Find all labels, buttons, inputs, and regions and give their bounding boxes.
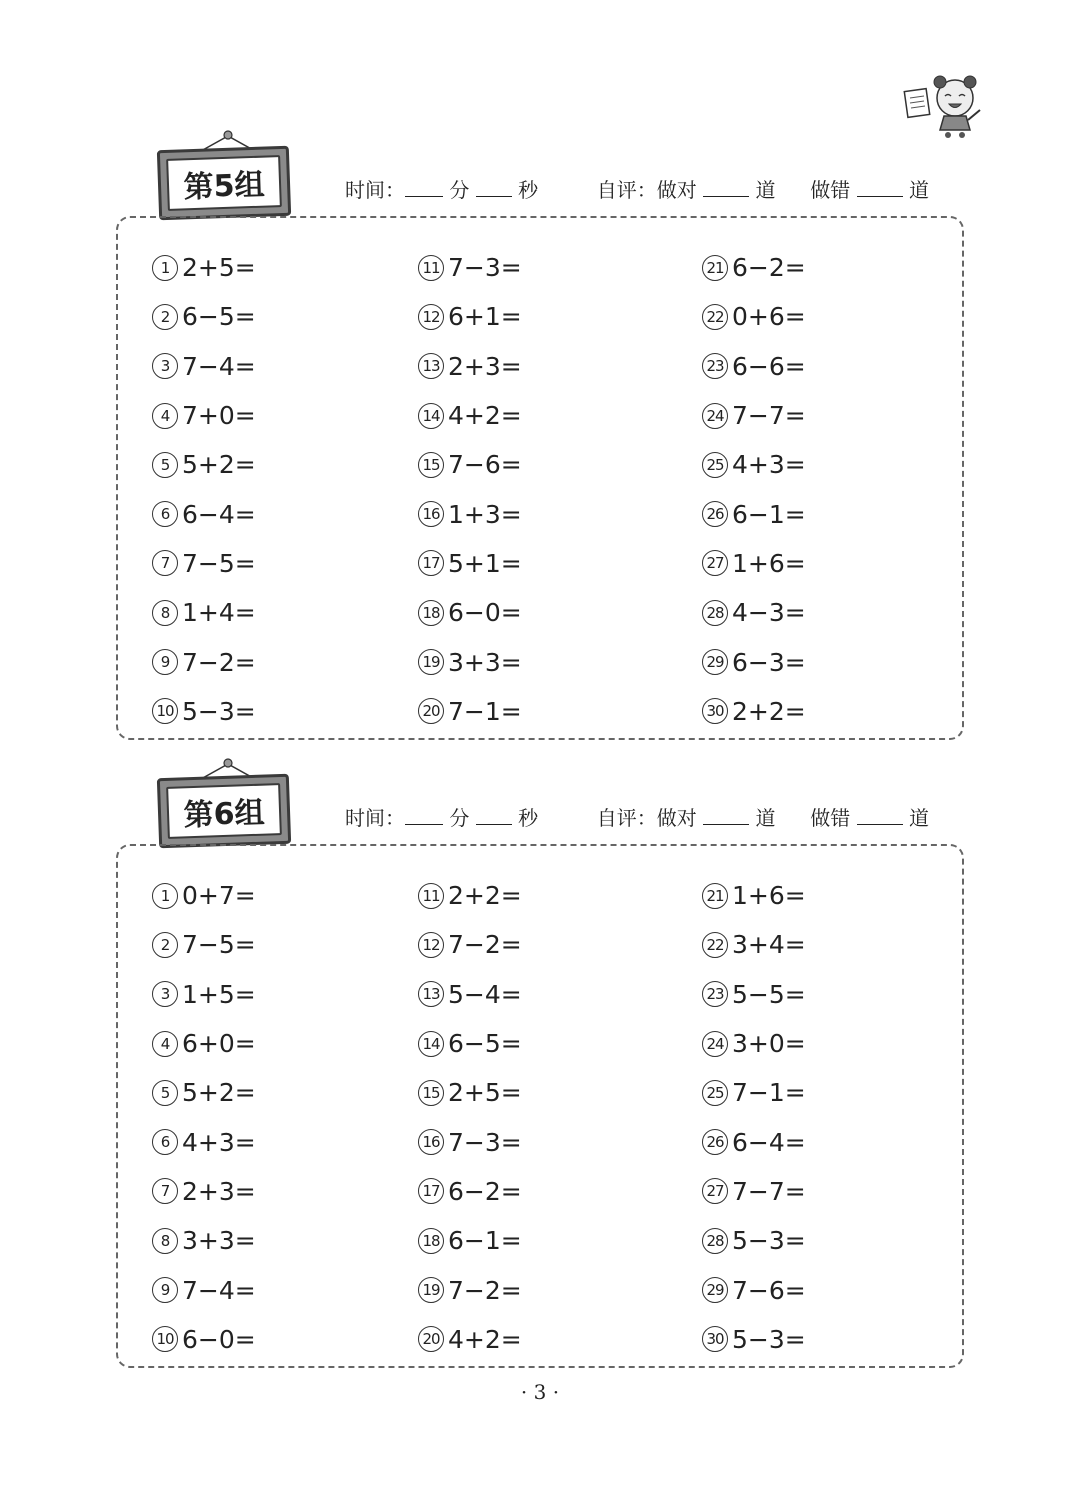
problem-expression[interactable]: 7−6=	[732, 1275, 806, 1305]
problem-column-1	[152, 243, 256, 736]
wrong-count-blank[interactable]	[857, 180, 903, 197]
problem-number: 6	[152, 1129, 178, 1155]
problem-expression[interactable]: 5−3=	[732, 1324, 806, 1354]
problem-column-3	[702, 243, 806, 736]
problem-number: 23	[702, 353, 728, 379]
problem-item	[418, 920, 522, 969]
problem-expression[interactable]: 2+3=	[182, 1176, 256, 1206]
problem-item	[152, 1068, 256, 1117]
problem-number: 28	[702, 600, 728, 626]
problem-item	[152, 1019, 256, 1068]
seconds-label: 秒	[518, 806, 539, 830]
problem-item	[152, 687, 256, 736]
problem-number: 27	[702, 550, 728, 576]
minutes-blank[interactable]	[405, 808, 443, 825]
problem-number: 25	[702, 1080, 728, 1106]
problem-number: 15	[418, 452, 444, 478]
problem-number: 9	[152, 1277, 178, 1303]
problem-expression[interactable]: 2+2=	[732, 696, 806, 726]
problem-number: 24	[702, 1031, 728, 1057]
problem-expression[interactable]: 5−3=	[732, 1226, 806, 1256]
problem-item	[702, 1117, 806, 1166]
problem-expression[interactable]: 7−5=	[182, 930, 256, 960]
problem-expression[interactable]: 3+3=	[448, 647, 522, 677]
time-label: 时间：	[345, 178, 405, 202]
problem-expression[interactable]: 7−4=	[182, 1275, 256, 1305]
group-title-plaque	[158, 776, 296, 854]
problem-expression[interactable]: 5−4=	[448, 979, 522, 1009]
problem-column-2	[418, 871, 522, 1364]
problem-item	[152, 637, 256, 686]
problem-number: 11	[418, 883, 444, 909]
problem-number: 23	[702, 981, 728, 1007]
problem-expression[interactable]: 5+1=	[448, 548, 522, 578]
problem-item	[702, 970, 806, 1019]
problem-item	[418, 588, 522, 637]
problem-item	[702, 539, 806, 588]
problem-item	[702, 440, 806, 489]
problem-column-3	[702, 871, 806, 1364]
correct-unit: 道	[755, 178, 776, 202]
problem-expression[interactable]: 6−2=	[448, 1176, 522, 1206]
problem-expression[interactable]: 7−3=	[448, 253, 522, 283]
correct-unit: 道	[755, 806, 776, 830]
problem-expression[interactable]: 1+5=	[182, 979, 256, 1009]
problem-number: 5	[152, 452, 178, 478]
problem-number: 28	[702, 1228, 728, 1254]
problem-column-2	[418, 243, 522, 736]
problem-item	[152, 489, 256, 538]
problem-expression[interactable]: 7−2=	[448, 1275, 522, 1305]
problem-expression[interactable]: 6−1=	[448, 1226, 522, 1256]
self-eval-label: 自评：做对	[596, 806, 697, 830]
problem-item	[152, 243, 256, 292]
problem-number: 8	[152, 1228, 178, 1254]
problem-number: 24	[702, 403, 728, 429]
problem-item	[418, 1265, 522, 1314]
problem-item	[152, 871, 256, 920]
problem-expression[interactable]: 5+2=	[182, 450, 256, 480]
problem-item	[702, 1167, 806, 1216]
group-title: 第5组	[166, 155, 282, 211]
problem-expression[interactable]: 6−2=	[732, 253, 806, 283]
problem-item	[418, 637, 522, 686]
problem-number: 7	[152, 1178, 178, 1204]
problem-expression[interactable]: 5−5=	[732, 979, 806, 1009]
problem-number: 15	[418, 1080, 444, 1106]
correct-count-blank[interactable]	[703, 180, 749, 197]
problem-expression[interactable]: 2+3=	[448, 351, 522, 381]
problem-expression[interactable]: 6+1=	[448, 302, 522, 332]
problem-item	[418, 1117, 522, 1166]
problem-expression[interactable]: 3+3=	[182, 1226, 256, 1256]
problem-item	[152, 440, 256, 489]
problem-number: 27	[702, 1178, 728, 1204]
problem-item	[152, 391, 256, 440]
problem-number: 25	[702, 452, 728, 478]
wrong-label: 做错	[810, 178, 851, 202]
problem-item	[418, 342, 522, 391]
problem-number: 7	[152, 550, 178, 576]
minutes-label: 分	[449, 178, 470, 202]
problem-expression[interactable]: 6−6=	[732, 351, 806, 381]
problem-number: 2	[152, 932, 178, 958]
problem-item	[702, 243, 806, 292]
problem-expression[interactable]: 7−1=	[732, 1078, 806, 1108]
problem-column-1	[152, 871, 256, 1364]
problem-number: 30	[702, 698, 728, 724]
problem-number: 8	[152, 600, 178, 626]
problem-expression[interactable]: 1+3=	[448, 499, 522, 529]
problem-number: 22	[702, 304, 728, 330]
problem-item	[152, 1216, 256, 1265]
problem-expression[interactable]: 1+6=	[732, 881, 806, 911]
problem-expression[interactable]: 1+4=	[182, 598, 256, 628]
problem-item	[152, 970, 256, 1019]
problem-number: 26	[702, 1129, 728, 1155]
problem-expression[interactable]: 4−3=	[732, 598, 806, 628]
problem-item	[702, 920, 806, 969]
problem-expression[interactable]: 7−3=	[448, 1127, 522, 1157]
problem-item	[418, 970, 522, 1019]
problem-number: 21	[702, 255, 728, 281]
problem-expression[interactable]: 4+3=	[732, 450, 806, 480]
problem-item	[152, 920, 256, 969]
problem-number: 9	[152, 649, 178, 675]
problem-item	[418, 871, 522, 920]
time-label: 时间：	[345, 806, 405, 830]
problem-number: 10	[152, 1326, 178, 1352]
problem-number: 30	[702, 1326, 728, 1352]
mascot-girl-illustration	[900, 72, 990, 140]
problem-expression[interactable]: 2+5=	[448, 1078, 522, 1108]
problem-expression[interactable]: 4+2=	[448, 401, 522, 431]
problem-item	[702, 1315, 806, 1364]
problem-number: 16	[418, 501, 444, 527]
problem-expression[interactable]: 3+4=	[732, 930, 806, 960]
problem-expression[interactable]: 7−7=	[732, 1176, 806, 1206]
problem-item	[418, 1068, 522, 1117]
correct-count-blank[interactable]	[703, 808, 749, 825]
problem-number: 16	[418, 1129, 444, 1155]
problem-expression[interactable]: 6−1=	[732, 499, 806, 529]
problem-number: 1	[152, 255, 178, 281]
problem-expression[interactable]: 6−4=	[732, 1127, 806, 1157]
problem-expression[interactable]: 7−5=	[182, 548, 256, 578]
problem-item	[152, 588, 256, 637]
problem-item	[152, 1167, 256, 1216]
problem-number: 1	[152, 883, 178, 909]
problem-item	[418, 243, 522, 292]
problem-number: 14	[418, 1031, 444, 1057]
page-number: · 3 ·	[520, 1380, 560, 1404]
problem-expression[interactable]: 6−3=	[732, 647, 806, 677]
problem-item	[152, 539, 256, 588]
wrong-unit: 道	[908, 178, 929, 202]
problem-expression[interactable]: 2+5=	[182, 253, 256, 283]
problem-expression[interactable]: 5+2=	[182, 1078, 256, 1108]
problem-number: 18	[418, 1228, 444, 1254]
problem-expression[interactable]: 1+6=	[732, 548, 806, 578]
problem-item	[702, 588, 806, 637]
problem-item	[418, 539, 522, 588]
problem-number: 4	[152, 1031, 178, 1057]
problem-item	[152, 342, 256, 391]
problem-item	[418, 1019, 522, 1068]
problem-item	[702, 342, 806, 391]
problem-number: 4	[152, 403, 178, 429]
problem-number: 17	[418, 1178, 444, 1204]
problem-expression[interactable]: 4+2=	[448, 1324, 522, 1354]
wrong-label: 做错	[810, 806, 851, 830]
problem-expression[interactable]: 4+3=	[182, 1127, 256, 1157]
seconds-blank[interactable]	[476, 180, 512, 197]
problem-number: 11	[418, 255, 444, 281]
problem-expression[interactable]: 7+0=	[182, 401, 256, 431]
problem-number: 19	[418, 649, 444, 675]
problem-expression[interactable]: 0+7=	[182, 881, 256, 911]
problem-item	[702, 637, 806, 686]
problem-number: 3	[152, 981, 178, 1007]
problem-item	[702, 687, 806, 736]
problem-number: 2	[152, 304, 178, 330]
wrong-unit: 道	[908, 806, 929, 830]
problem-expression[interactable]: 0+6=	[732, 302, 806, 332]
problem-number: 12	[418, 932, 444, 958]
problem-item	[152, 292, 256, 341]
timing-self-eval-line	[345, 174, 929, 203]
problem-expression[interactable]: 6+0=	[182, 1029, 256, 1059]
problem-number: 20	[418, 698, 444, 724]
seconds-blank[interactable]	[476, 808, 512, 825]
problem-expression[interactable]: 6−0=	[182, 1324, 256, 1354]
problem-item	[418, 687, 522, 736]
minutes-blank[interactable]	[405, 180, 443, 197]
problem-expression[interactable]: 7−4=	[182, 351, 256, 381]
problem-item	[152, 1117, 256, 1166]
wrong-count-blank[interactable]	[857, 808, 903, 825]
problem-expression[interactable]: 6−5=	[448, 1029, 522, 1059]
problem-number: 6	[152, 501, 178, 527]
problem-item	[702, 1265, 806, 1314]
problem-item	[418, 292, 522, 341]
problem-item	[702, 489, 806, 538]
problem-number: 12	[418, 304, 444, 330]
problem-item	[152, 1315, 256, 1364]
problem-number: 13	[418, 981, 444, 1007]
problem-number: 29	[702, 1277, 728, 1303]
problem-item	[702, 1216, 806, 1265]
problem-item	[418, 1216, 522, 1265]
problem-expression[interactable]: 2+2=	[448, 881, 522, 911]
problem-expression[interactable]: 7−2=	[182, 647, 256, 677]
problem-expression[interactable]: 5−3=	[182, 696, 256, 726]
problem-number: 14	[418, 403, 444, 429]
problem-expression[interactable]: 6−0=	[448, 598, 522, 628]
problem-item	[418, 391, 522, 440]
problem-number: 5	[152, 1080, 178, 1106]
problem-number: 13	[418, 353, 444, 379]
seconds-label: 秒	[518, 178, 539, 202]
problem-expression[interactable]: 7−1=	[448, 696, 522, 726]
problem-item	[702, 292, 806, 341]
problem-item	[152, 1265, 256, 1314]
problem-item	[418, 1167, 522, 1216]
problem-expression[interactable]: 7−6=	[448, 450, 522, 480]
problem-number: 19	[418, 1277, 444, 1303]
timing-self-eval-line	[345, 802, 929, 831]
problem-item	[702, 391, 806, 440]
problem-expression[interactable]: 7−7=	[732, 401, 806, 431]
problem-expression[interactable]: 3+0=	[732, 1029, 806, 1059]
problem-item	[702, 871, 806, 920]
problem-item	[418, 440, 522, 489]
problem-item	[418, 1315, 522, 1364]
problem-number: 29	[702, 649, 728, 675]
problem-number: 21	[702, 883, 728, 909]
problem-number: 18	[418, 600, 444, 626]
problem-expression[interactable]: 6−4=	[182, 499, 256, 529]
minutes-label: 分	[449, 806, 470, 830]
problem-expression[interactable]: 7−2=	[448, 930, 522, 960]
problem-expression[interactable]: 6−5=	[182, 302, 256, 332]
problem-item	[702, 1068, 806, 1117]
group-title-plaque	[158, 148, 296, 226]
problem-number: 22	[702, 932, 728, 958]
problem-number: 10	[152, 698, 178, 724]
problem-item	[418, 489, 522, 538]
problem-number: 17	[418, 550, 444, 576]
problem-number: 3	[152, 353, 178, 379]
self-eval-label: 自评：做对	[596, 178, 697, 202]
problem-number: 26	[702, 501, 728, 527]
problem-item	[702, 1019, 806, 1068]
group-title: 第6组	[166, 783, 282, 839]
problem-number: 20	[418, 1326, 444, 1352]
